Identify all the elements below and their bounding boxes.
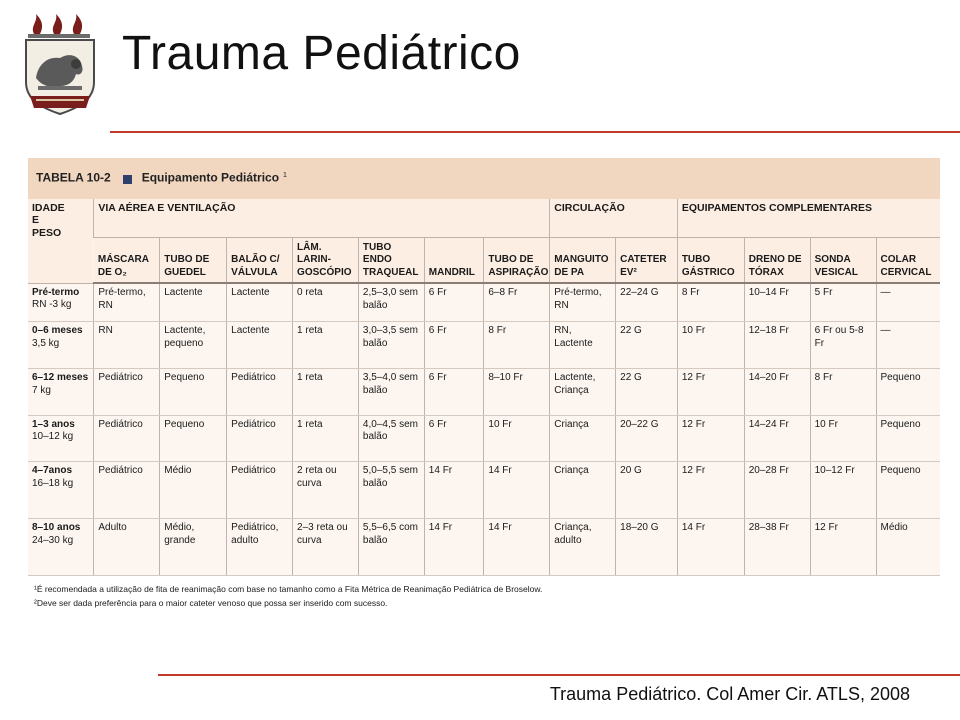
age-weight-cell (28, 369, 94, 416)
table-cell: 6 Fr (424, 369, 484, 416)
table-cell: Lactente (227, 322, 293, 369)
table-title-footnote-mark: 1 (283, 172, 287, 180)
table-cell: 20–28 Fr (744, 462, 810, 519)
age-label: 8–10 anos (32, 522, 81, 534)
column-header: CATETER EV² (616, 238, 678, 284)
table-cell: 18–20 G (616, 519, 678, 576)
table-cell: Adulto (94, 519, 160, 576)
table-cell: RN, Lactente (550, 322, 616, 369)
table-cell: Pequeno (876, 462, 940, 519)
age-weight-cell (28, 415, 94, 462)
column-header: SONDA VESICAL (810, 238, 876, 284)
table-cell: 2,5–3,0 sem balão (358, 283, 424, 322)
table-cell: 28–38 Fr (744, 519, 810, 576)
table-cell: 6 Fr (424, 415, 484, 462)
table-cell: 4,0–4,5 sem balão (358, 415, 424, 462)
table-cell: 10–14 Fr (744, 283, 810, 322)
age-label: 6–12 meses (32, 372, 89, 384)
circulation-group-header: CIRCULAÇÃO (550, 199, 678, 238)
table-cell: 2 reta ou curva (293, 462, 359, 519)
table-cell: 12 Fr (677, 415, 744, 462)
column-header: BALÃO C/ VÁLVULA (227, 238, 293, 284)
age-label: 4–7anos (32, 465, 73, 477)
equipment-table (28, 158, 940, 631)
table-title: Equipamento Pediátrico (141, 170, 280, 185)
source-citation: Trauma Pediátrico. Col Amer Cir. ATLS, 2008 (549, 684, 910, 704)
table-cell: — (876, 283, 940, 322)
column-header: COLAR CERVICAL (876, 238, 940, 284)
table-group-header-row (28, 199, 940, 238)
table-footnotes-row (28, 576, 940, 631)
table-row (28, 462, 940, 519)
scanned-table-figure (28, 148, 940, 632)
table-cell: 5,0–5,5 sem balão (358, 462, 424, 519)
column-header: TUBO DE ASPIRAÇÃO (484, 238, 550, 284)
table-cell: Lactente (160, 283, 227, 322)
table-cell: Lactente (227, 283, 293, 322)
table-cell: 6 Fr ou 5-8 Fr (810, 322, 876, 369)
age-weight-cell (28, 462, 94, 519)
table-caption-row (28, 158, 940, 199)
age-label: 1–3 anos (32, 418, 75, 430)
table-cell: Médio (160, 462, 227, 519)
table-footnote-2: ²Deve ser dada preferência para o maior cateter venoso que possa ser inserido com sucesso. (34, 598, 388, 609)
weight-label: RN -3 kg (32, 299, 72, 311)
table-cell: Pediátrico (227, 369, 293, 416)
table-cell: Criança (550, 415, 616, 462)
table-cell: 10 Fr (810, 415, 876, 462)
table-cell: 8 Fr (810, 369, 876, 416)
table-cell: 5 Fr (810, 283, 876, 322)
column-header: TUBO ENDO TRAQUEAL (358, 238, 424, 284)
column-header: LÂM. LARIN-GOSCÓPIO (293, 238, 359, 284)
table-cell: Pré-termo, RN (94, 283, 160, 322)
table-cell: 2–3 reta ou curva (293, 519, 359, 576)
age-weight-header (28, 199, 94, 284)
table-cell: Médio (876, 519, 940, 576)
column-header: MÁSCARA DE O₂ (94, 238, 160, 284)
complementary-group-header: EQUIPAMENTOS COMPLEMENTARES (677, 199, 940, 238)
title-divider (110, 131, 960, 133)
table-cell: 8 Fr (484, 322, 550, 369)
age-label: 0–6 meses (32, 325, 83, 337)
table-cell: 6 Fr (424, 283, 484, 322)
table-cell: Pequeno (160, 369, 227, 416)
table-cell: 12 Fr (677, 462, 744, 519)
age-label: Pré-termo (32, 286, 80, 298)
table-cell: Criança (550, 462, 616, 519)
table-cell: Pré-termo, RN (550, 283, 616, 322)
table-cell: 3,5–4,0 sem balão (358, 369, 424, 416)
table-cell: Pediátrico (94, 462, 160, 519)
table-cell: Pediátrico (94, 415, 160, 462)
column-header: DRENO DE TÓRAX (744, 238, 810, 284)
column-header: MANGUITO DE PA (550, 238, 616, 284)
table-footnote-1: ¹É recomendada a utilização de fita de reanimação com base no tamanho como a Fita Métrica de Reanimação Pediátrica de Broselow. (34, 584, 543, 595)
table-cell: 22–24 G (616, 283, 678, 322)
age-weight-cell (28, 519, 94, 576)
table-cell: Médio, grande (160, 519, 227, 576)
table-cell: 14 Fr (424, 519, 484, 576)
weight-label: 7 kg (32, 384, 51, 396)
table-body (28, 283, 940, 575)
table-cell: Pequeno (876, 369, 940, 416)
table-cell: 8 Fr (677, 283, 744, 322)
table-row (28, 519, 940, 576)
table-cell: 10 Fr (484, 415, 550, 462)
table-cell: 1 reta (293, 322, 359, 369)
table-cell: 6–8 Fr (484, 283, 550, 322)
table-cell: 6 Fr (424, 322, 484, 369)
table-cell: 1 reta (293, 415, 359, 462)
weight-label: 10–12 kg (32, 431, 74, 443)
table-label: TABELA 10-2 (36, 170, 111, 185)
table-cell: Lactente, pequeno (160, 322, 227, 369)
weight-label: 24–30 kg (32, 534, 74, 546)
age-weight-header-text: IDADE E PESO (32, 201, 65, 239)
table-cell: 8–10 Fr (484, 369, 550, 416)
weight-label: 3,5 kg (32, 337, 60, 349)
table-cell: 14 Fr (424, 462, 484, 519)
table-cell: 14–20 Fr (744, 369, 810, 416)
table-cell: 5,5–6,5 com balão (358, 519, 424, 576)
table-cell: 12–18 Fr (744, 322, 810, 369)
weight-label: 16–18 kg (32, 477, 74, 489)
table-cell: RN (94, 322, 160, 369)
table-cell: 14 Fr (484, 519, 550, 576)
square-bullet-icon (123, 175, 132, 184)
table-cell: 20 G (616, 462, 678, 519)
table-row (28, 283, 940, 322)
table-cell: 12 Fr (810, 519, 876, 576)
table-row (28, 415, 940, 462)
column-header: TUBO GÁSTRICO (677, 238, 744, 284)
table-cell: — (876, 322, 940, 369)
age-weight-cell (28, 322, 94, 369)
table-cell: 20–22 G (616, 415, 678, 462)
table-cell: 22 G (616, 322, 678, 369)
airway-group-header: VIA AÉREA E VENTILAÇÃO (94, 199, 550, 238)
table-cell: 12 Fr (677, 369, 744, 416)
table-cell: 1 reta (293, 369, 359, 416)
table-cell: 14 Fr (484, 462, 550, 519)
column-header: MANDRIL (424, 238, 484, 284)
table-cell: Pediátrico, adulto (227, 519, 293, 576)
table-cell: Pediátrico (94, 369, 160, 416)
table-row (28, 369, 940, 416)
table-cell: 10–12 Fr (810, 462, 876, 519)
university-crest-icon (20, 12, 100, 120)
table-cell: 0 reta (293, 283, 359, 322)
table-cell: Pequeno (876, 415, 940, 462)
table-cell: Pequeno (160, 415, 227, 462)
age-weight-cell (28, 283, 94, 322)
table-cell: Pediátrico (227, 462, 293, 519)
column-header: TUBO DE GUEDEL (160, 238, 227, 284)
table-cell: 3,0–3,5 sem balão (358, 322, 424, 369)
table-column-header-row (28, 238, 940, 284)
table-cell: Pediátrico (227, 415, 293, 462)
table-row (28, 322, 940, 369)
table-cell: 14 Fr (677, 519, 744, 576)
table-cell: 22 G (616, 369, 678, 416)
slide-title: Trauma Pediátrico (122, 27, 521, 80)
footer-divider (158, 674, 960, 676)
table-cell: Lactente, Criança (550, 369, 616, 416)
table-cell: 10 Fr (677, 322, 744, 369)
table-cell: Criança, adulto (550, 519, 616, 576)
table-cell: 14–24 Fr (744, 415, 810, 462)
